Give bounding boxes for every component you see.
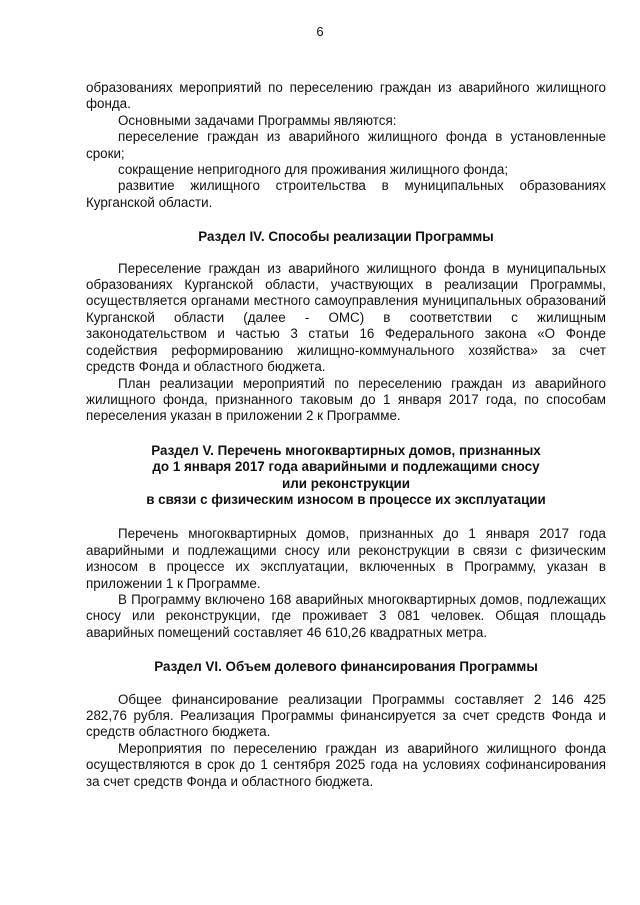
section-6-paragraph: Общее финансирование реализации Программы составляет 2 146 425 282,76 рубля. Реализация Программы финансируется за счет средств Фонда и средств областного бюджета. bbox=[86, 691, 606, 740]
section-5-paragraph: Перечень многоквартирных домов, признанных до 1 января 2017 года аварийными и подлежащими сносу или реконструкции в связи с физическим износом в процессе их эксплуатации, включенных в Программу, указан в приложении 1 к Программе. bbox=[86, 526, 606, 591]
task-item: развитие жилищного строительства в муниципальных образованиях Курганской области. bbox=[86, 178, 606, 210]
task-item: переселение граждан из аварийного жилищного фонда в установленные сроки; bbox=[86, 129, 606, 161]
section-5-title-line: или реконструкции bbox=[282, 475, 410, 491]
page-number: 6 bbox=[316, 24, 324, 39]
section-4-title: Раздел IV. Способы реализации Программы bbox=[198, 229, 494, 245]
section-6-paragraph: Мероприятия по переселению граждан из аварийного жилищного фонда осуществляются в срок до 1 сентября 2025 года на условиях софинансирования за счет средств Фонда и областного бюджета. bbox=[86, 740, 606, 789]
section-5-title-line: до 1 января 2017 года аварийными и подлежащими сносу bbox=[152, 459, 540, 475]
section-4-paragraph: Переселение граждан из аварийного жилищного фонда в муниципальных образованиях Курганской области, участвующих в реализации Программы, осуществляется органами местного самоуправления муниципальных образований Курганской области (далее - ОМС) в соответствии с жилищным законодательством и частью 3 статьи 16 Федерального закона «О Фонде содействия реформированию жилищно-коммунального хозяйства» за счет средств Фонда и областного бюджета. bbox=[86, 260, 606, 375]
section-5-paragraph: В Программу включено 168 аварийных многоквартирных домов, подлежащих сносу или реконструкции, где проживает 3 081 человек. Общая площадь аварийных помещений составляет 46 610,26 квадратных метра. bbox=[86, 591, 606, 640]
section-4-paragraph: План реализации мероприятий по переселению граждан из аварийного жилищного фонда, признанного таковым до 1 января 2017 года, по способам переселения указан в приложении 2 к Программе. bbox=[86, 375, 606, 424]
document-body bbox=[86, 80, 606, 790]
section-6-title: Раздел VI. Объем долевого финансирования Программы bbox=[154, 659, 538, 675]
section-5-title-line: Раздел V. Перечень многоквартирных домов, признанных bbox=[151, 442, 541, 458]
tasks-lead: Основными задачами Программы являются: bbox=[118, 112, 397, 128]
section-5-title bbox=[86, 443, 606, 509]
intro-continuation: образованиях мероприятий по переселению граждан из аварийного жилищного фонда. bbox=[86, 80, 606, 112]
task-item: сокращение непригодного для проживания жилищного фонда; bbox=[118, 162, 509, 178]
section-5-title-line: в связи с физическим износом в процессе их эксплуатации bbox=[146, 491, 546, 507]
